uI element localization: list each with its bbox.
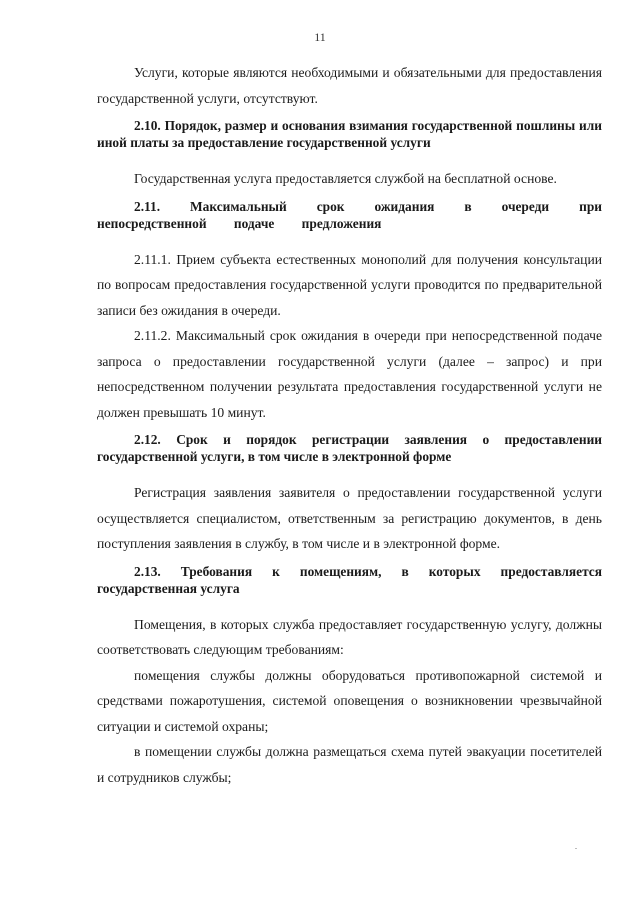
- page-number: 11: [314, 30, 326, 44]
- section-2-10: [97, 117, 602, 192]
- section-2-12: [97, 431, 602, 557]
- body-paragraph: в помещении службы должна размещаться схема путей эвакуации посетителей и сотрудников службы;: [97, 744, 602, 785]
- body-paragraph: Регистрация заявления заявителя о предоставлении государственной услуги осуществляется специалистом, ответственным за регистрацию документов, в день поступления заявления в службу, в том числе и в электронной форме.: [97, 485, 602, 551]
- section-heading: 2.10. Порядок, размер и основания взимания государственной пошлины или иной платы за предоставление государственной услуги: [97, 118, 602, 150]
- section-2-13: [97, 563, 602, 791]
- document-body: [97, 60, 602, 790]
- body-paragraph: помещения службы должны оборудоваться противопожарной системой и средствами пожаротушения, системой оповещения о возникновении чрезвычайной ситуации и системой охраны;: [97, 667, 602, 734]
- scan-artifact: [575, 848, 577, 849]
- body-paragraph: Государственная услуга предоставляется службой на бесплатной основе.: [134, 171, 557, 186]
- body-paragraph: Помещения, в которых служба предоставляет государственную услугу, должны соответствовать следующим требованиям:: [97, 616, 602, 657]
- section-heading: 2.13. Требования к помещениям, в которых предоставляется государственная услуга: [97, 563, 602, 596]
- body-paragraph: 2.11.2. Максимальный срок ожидания в очереди при непосредственной подаче запроса о предоставлении государственной услуги (далее – запрос) и при непосредственном получении результата предоставления государственной услуги не должен превышать 10 минут.: [97, 328, 602, 420]
- intro-paragraph: Услуги, которые являются необходимыми и обязательными для предоставления государственной услуги, отсутствуют.: [97, 65, 602, 106]
- section-heading: 2.12. Срок и порядок регистрации заявления о предоставлении государственной услуги, в том числе в электронной форме: [97, 432, 602, 464]
- section-heading: 2.11. Максимальный срок ожидания в очереди при непосредственной подаче предложения: [97, 198, 602, 231]
- section-2-11: [97, 198, 602, 426]
- body-paragraph: 2.11.1. Прием субъекта естественных монополий для получения консультации по вопросам предоставления государственной услуги проводится по предварительной записи без ожидания в очереди.: [97, 251, 602, 318]
